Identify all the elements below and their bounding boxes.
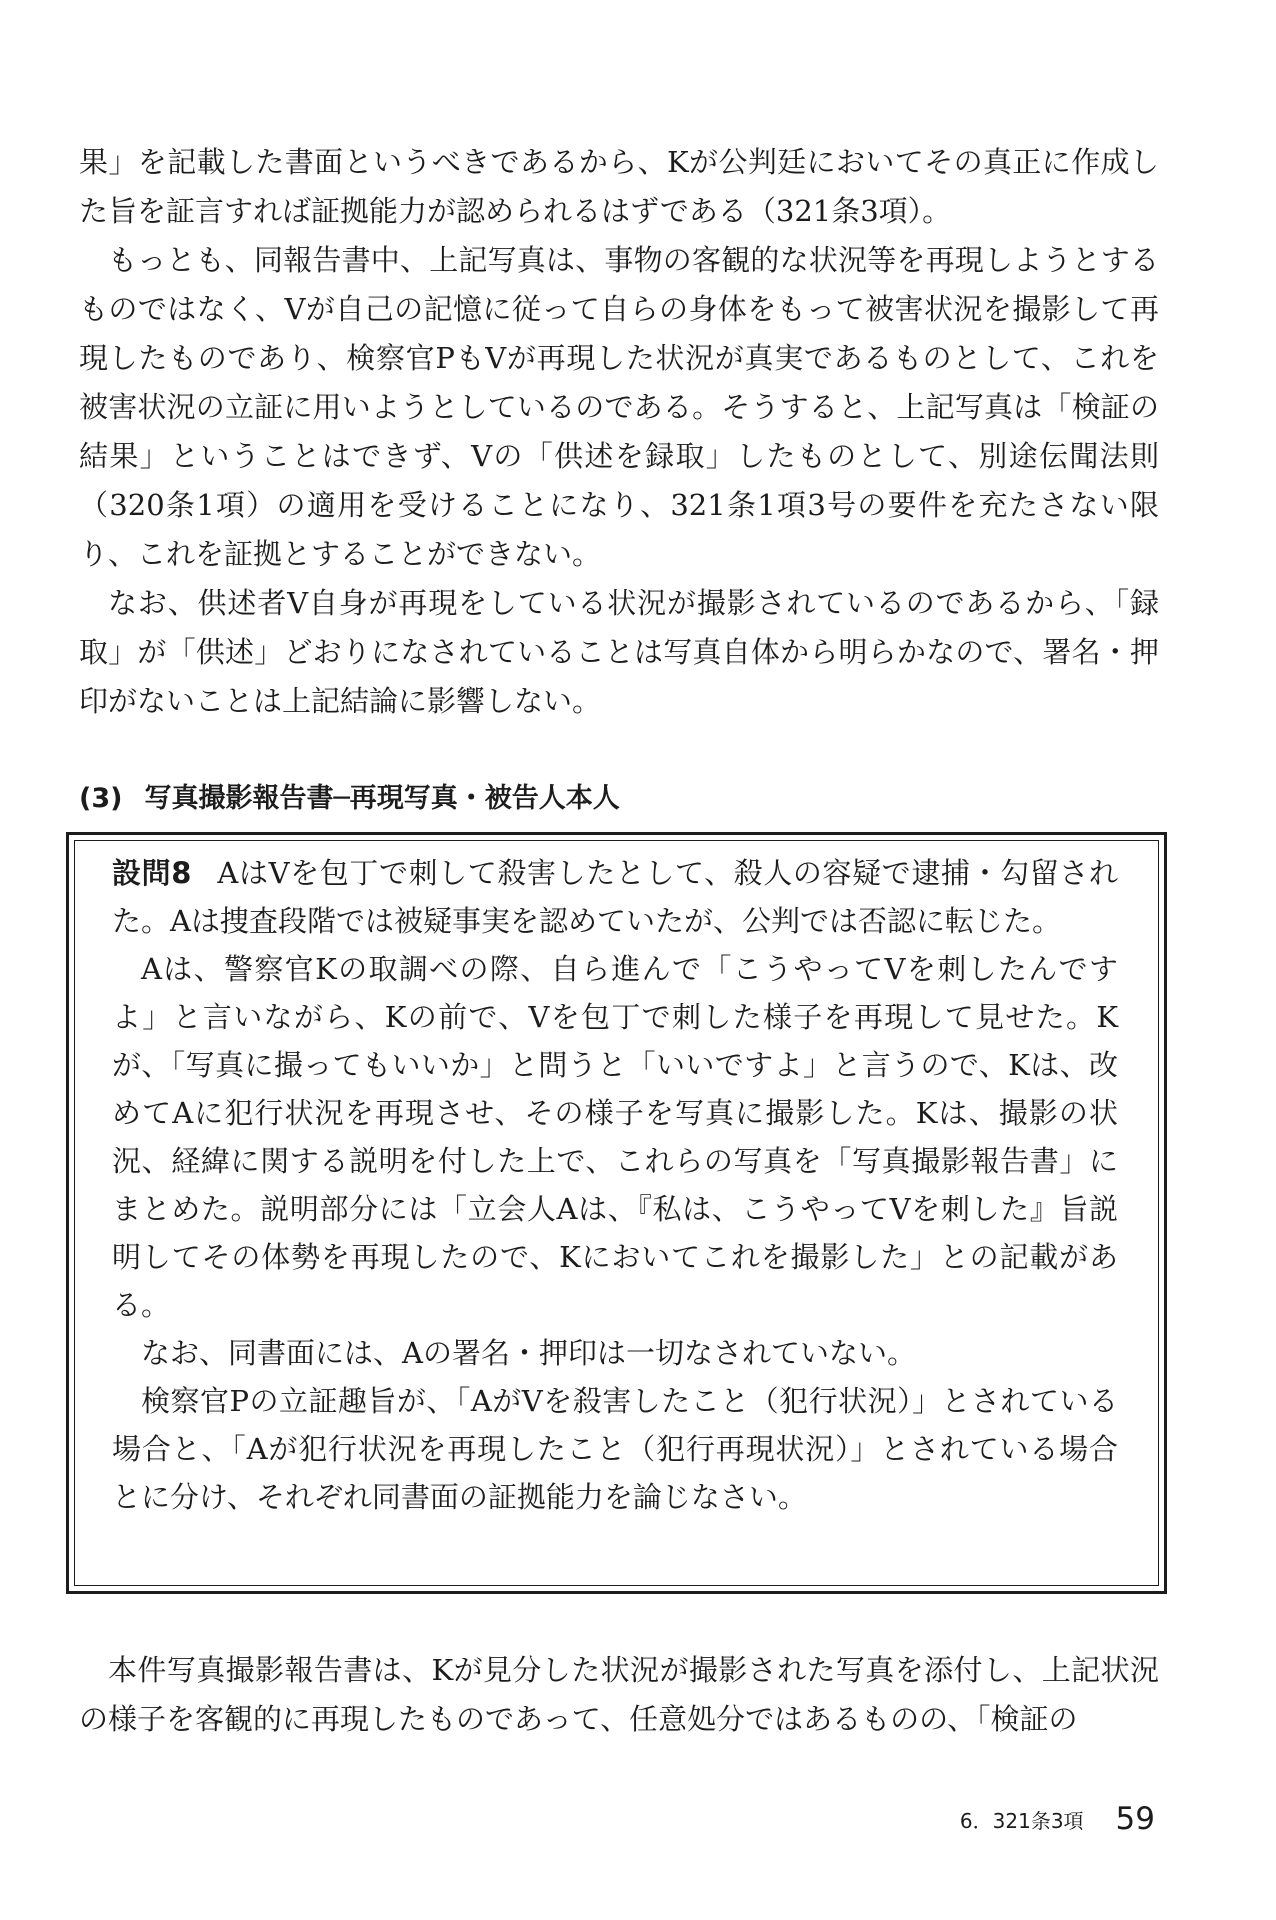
section-number: (3) bbox=[79, 783, 123, 814]
question-paragraph: Aは、警察官Kの取調べの際、自ら進んで「こうやってVを刺したんですよ」と言いながら、Kの前で、Vを包丁で刺した様子を再現して見せた。Kが、「写真に撮ってもいいか」と問うと「いいですよ」と言うので、Kは、改めてAに犯行状況を再現させ、その様子を写真に撮影した。Kは、撮影の状況、経緯に関する説明を付した上で、これらの写真を「写真撮影報告書」にまとめた。説明部分には「立会人Aは、『私は、こうやってVを刺した』旨説明してその体勢を再現したので、Kにおいてこれを撮影した」との記載がある。 bbox=[112, 952, 1118, 1322]
page-footer bbox=[960, 1801, 1155, 1837]
section-title: 写真撮影報告書─再現写真・被告人本人 bbox=[144, 783, 620, 814]
section-heading bbox=[79, 779, 1159, 819]
question-text: AはVを包丁で刺して殺害したとして、殺人の容疑で逮捕・勾留された。Aは捜査段階では被疑事実を認めていたが、公判では否認に転じた。 bbox=[112, 856, 1118, 938]
body-paragraph: もっとも、同報告書中、上記写真は、事物の客観的な状況等を再現しようとするものではなく、Vが自己の記憶に従って自らの身体をもって被害状況を撮影して再現したものであり、検察官PもVが再現した状況が真実であるものとして、これを被害状況の立証に用いようとしているのである。そうすると、上記写真は「検証の結果」ということはできず、Vの「供述を録取」したものとして、別途伝聞法則（320条1項）の適用を受けることになり、321条1項3号の要件を充たさない限り、これを証拠とすることができない。 bbox=[79, 243, 1159, 571]
question-paragraph bbox=[112, 849, 1118, 945]
running-footer-chapter: 6．321条3項 bbox=[959, 1808, 1084, 1833]
body-paragraph-continued: 果」を記載した書面というべきであるから、Kが公判廷においてその真正に作成した旨を証言すれば証拠能力が認められるはずである（321条3項）。 bbox=[79, 145, 1159, 228]
body-paragraph: なお、供述者V自身が再現をしている状況が撮影されているのであるから、「録取」が「供述」どおりになされていることは写真自体から明らかなので、署名・押印がないことは上記結論に影響しない。 bbox=[79, 586, 1159, 718]
question-paragraph: 検察官Pの立証趣旨が、「AがVを殺害したこと（犯行状況）」とされている場合と、「Aが犯行状況を再現したこと（犯行再現状況）」とされている場合とに分け、それぞれ同書面の証拠能力を論じなさい。 bbox=[112, 1384, 1118, 1514]
page-number: 59 bbox=[1115, 1801, 1155, 1837]
body-paragraph: 本件写真撮影報告書は、Kが見分した状況が撮影された写真を添付し、上記状況の様子を客観的に再現したものであって、任意処分ではあるものの、「検証の bbox=[79, 1653, 1159, 1736]
question-label: 設問8 bbox=[112, 856, 192, 890]
question-box bbox=[66, 832, 1167, 1594]
question-content bbox=[112, 849, 1118, 1521]
question-paragraph: なお、同書面には、Aの署名・押印は一切なされていない。 bbox=[141, 1336, 916, 1370]
